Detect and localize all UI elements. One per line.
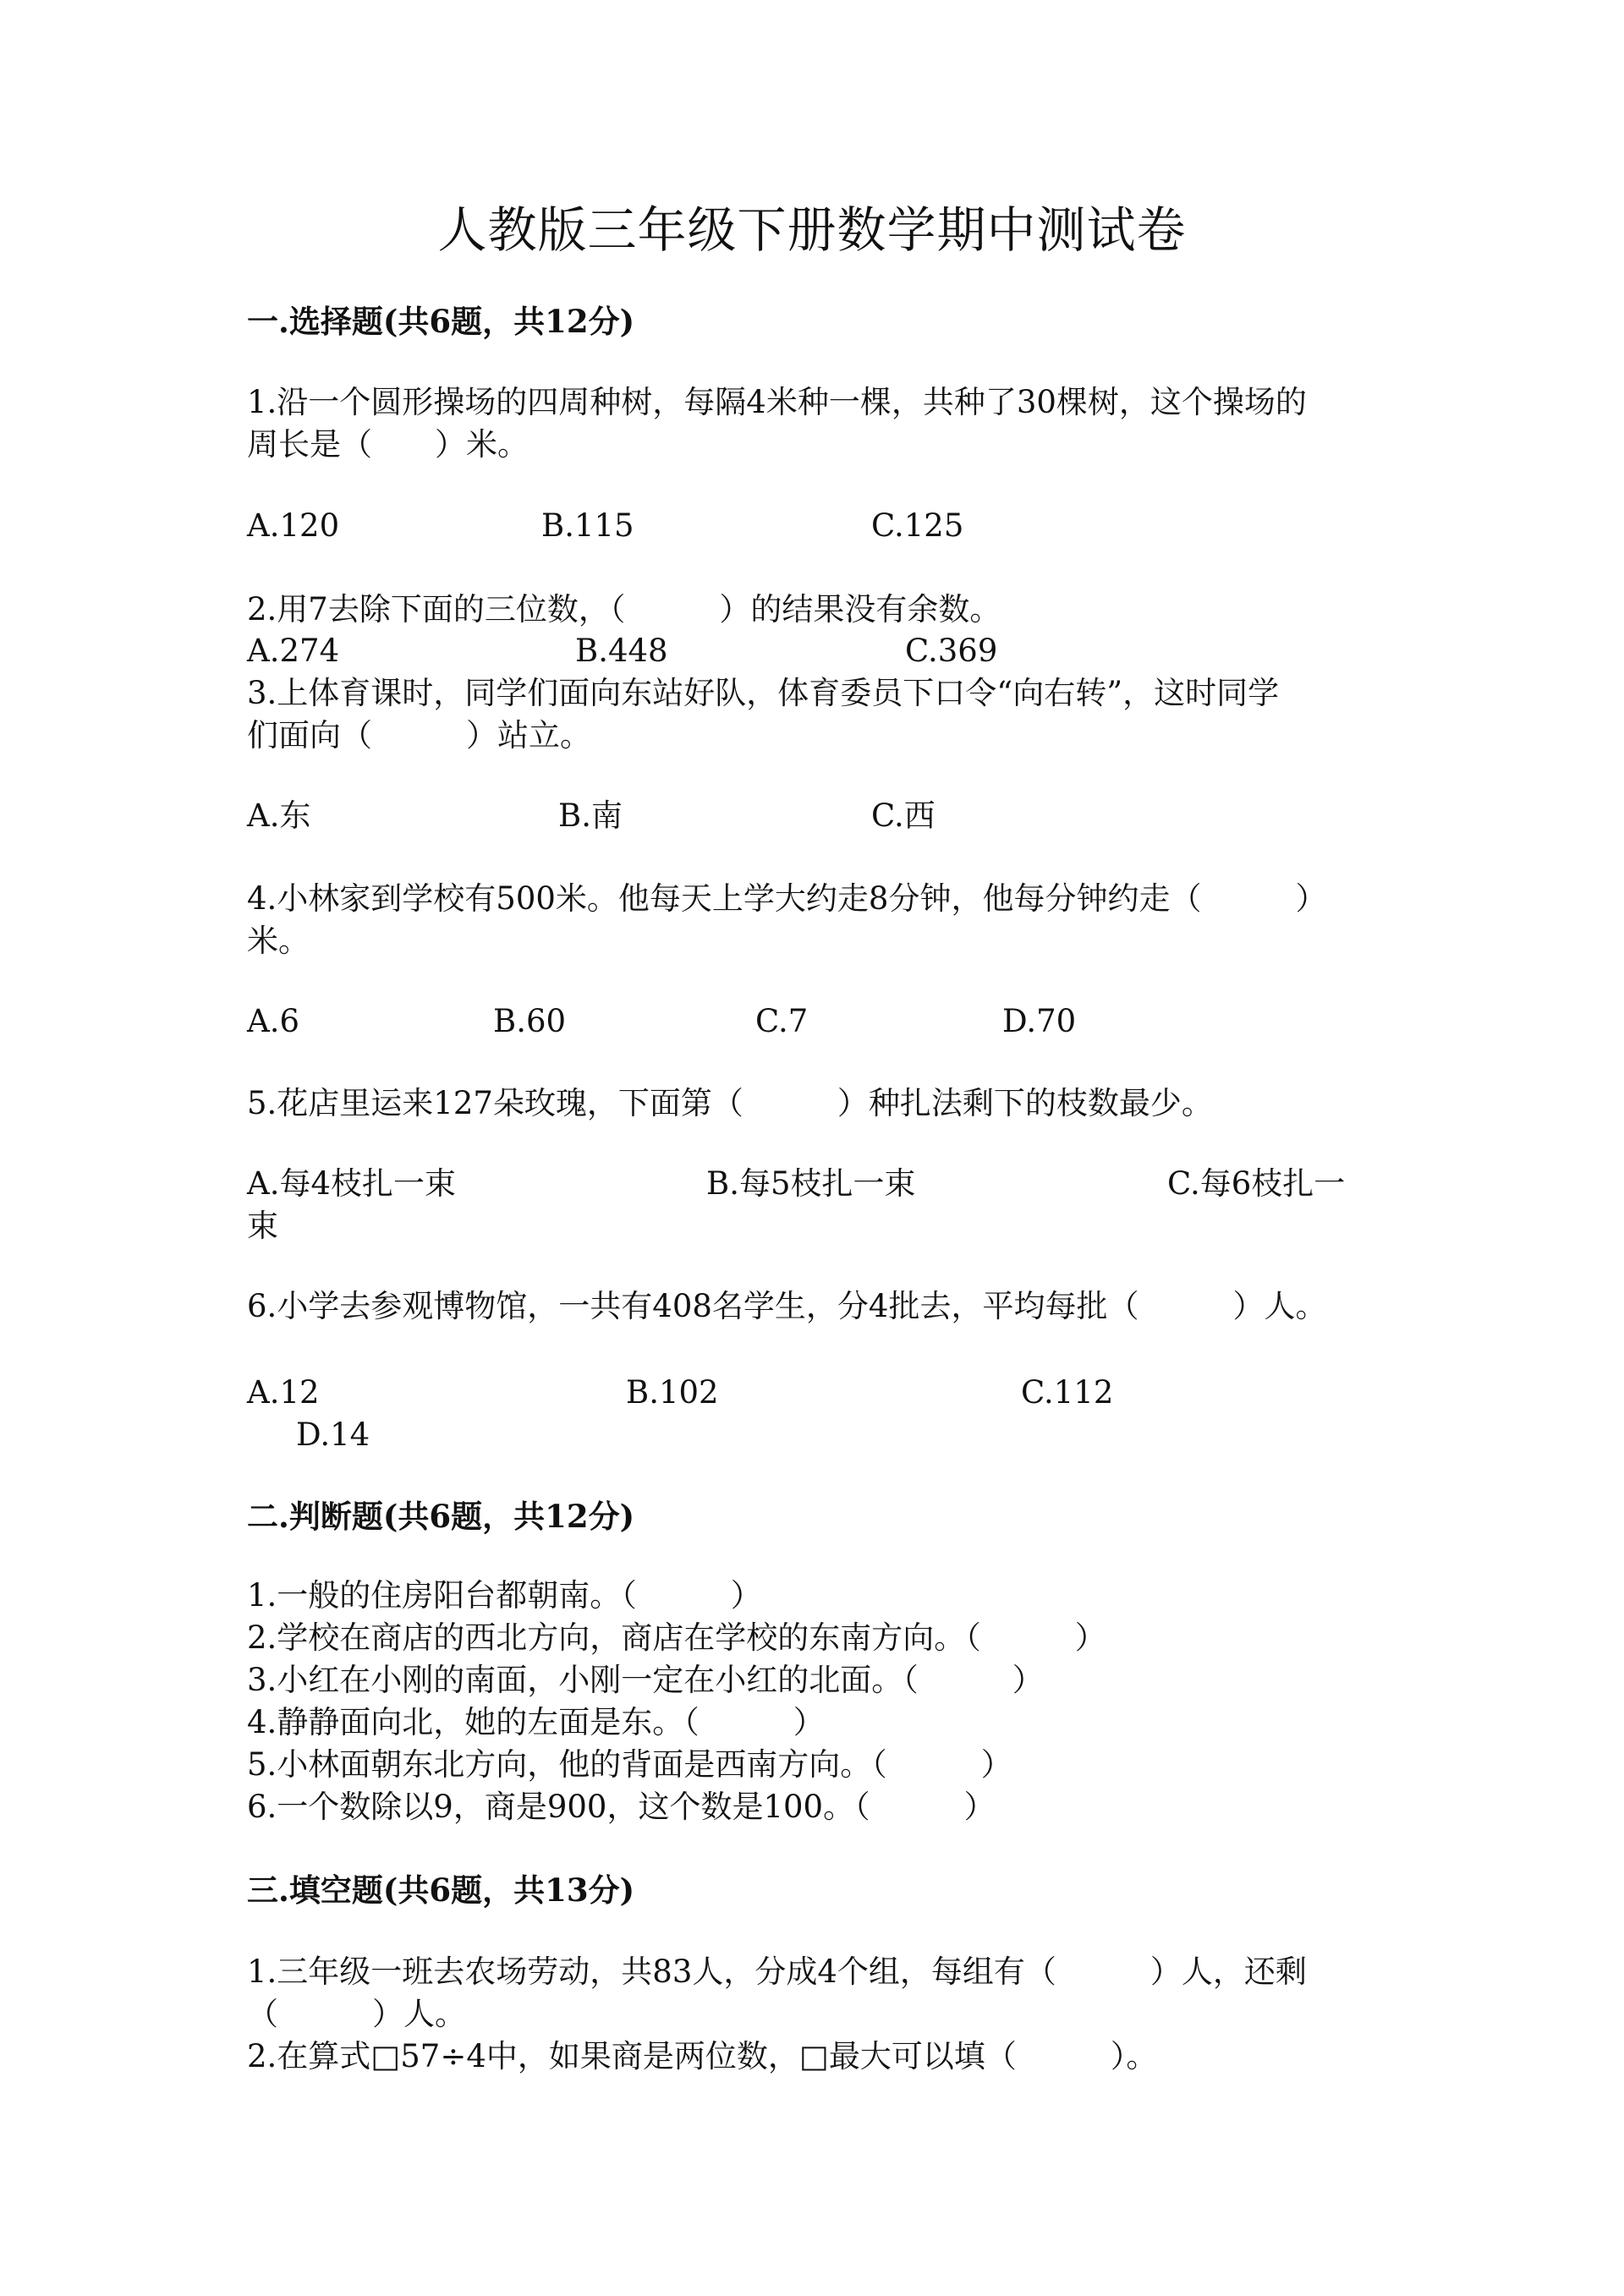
fill-question-1-line-1: 1.三年级一班去农场劳动，共83人，分成4个组，每组有（ ）人，还剩 [247,1954,1307,1990]
option-a: A.东 [247,797,311,834]
judgement-item-1: 1.一般的住房阳台都朝南。（ ） [247,1577,762,1614]
page-title: 人教版三年级下册数学期中测试卷 [437,201,1187,259]
question-6-line-1: 6.小学去参观博物馆，一共有408名学生，分4批去，平均每批（ ）人。 [247,1288,1327,1324]
section-heading-fill-blank: 三.填空题(共6题，共13分) [247,1871,635,1909]
section-heading-choice: 一.选择题(共6题，共12分) [247,303,635,340]
option-b: B.115 [541,507,634,544]
option-b: B.南 [558,797,623,834]
option-c: C.西 [871,797,935,834]
option-c-continued: 束 [247,1208,278,1244]
section-heading-judgement: 二.判断题(共6题，共12分) [247,1498,635,1535]
option-a: A.6 [247,1003,300,1039]
option-c: C.每6枝扎一 [1167,1165,1346,1202]
option-d: D.14 [296,1417,370,1453]
judgement-item-2: 2.学校在商店的西北方向，商店在学校的东南方向。（ ） [247,1619,1106,1656]
question-3-line-2: 们面向（ ）站立。 [247,717,591,753]
judgement-item-5: 5.小林面朝东北方向，他的背面是西南方向。（ ） [247,1746,1012,1783]
judgement-item-3: 3.小红在小刚的南面，小刚一定在小红的北面。（ ） [247,1662,1044,1698]
option-a: A.274 [247,633,340,669]
option-b: B.每5枝扎一束 [706,1165,916,1202]
option-a: A.每4枝扎一束 [247,1165,457,1202]
option-b: B.60 [493,1003,567,1039]
fill-question-2-line-1: 2.在算式□57÷4中，如果商是两位数，□最大可以填（ ）。 [247,2038,1158,2074]
option-c: C.112 [1021,1374,1114,1411]
option-c: C.125 [871,507,964,544]
question-4-line-1: 4.小林家到学校有500米。他每天上学大约走8分钟，他每分钟约走（ ） [247,880,1327,917]
judgement-item-6: 6.一个数除以9，商是900，这个数是100。（ ） [247,1789,996,1825]
question-1-line-1: 1.沿一个圆形操场的四周种树，每隔4米种一棵，共种了30棵树，这个操场的 [247,384,1307,420]
question-3-line-1: 3.上体育课时，同学们面向东站好队，体育委员下口令“向右转”，这时同学 [247,675,1280,711]
option-b: B.102 [626,1374,719,1411]
option-b: B.448 [575,633,668,669]
question-1-line-2: 周长是（ ）米。 [247,426,529,463]
question-4-line-2: 米。 [247,923,310,959]
fill-question-1-line-2: （ ）人。 [247,1996,466,2032]
option-c: C.7 [755,1003,809,1039]
question-2-line-1: 2.用7去除下面的三位数，（ ）的结果没有余数。 [247,591,1001,627]
option-a: A.120 [247,507,340,544]
option-a: A.12 [247,1374,320,1411]
option-c: C.369 [905,633,998,669]
option-d: D.70 [1002,1003,1077,1039]
judgement-item-4: 4.静静面向北，她的左面是东。（ ） [247,1704,825,1740]
question-5-line-1: 5.花店里运来127朵玫瑰，下面第（ ）种扎法剩下的枝数最少。 [247,1085,1213,1121]
